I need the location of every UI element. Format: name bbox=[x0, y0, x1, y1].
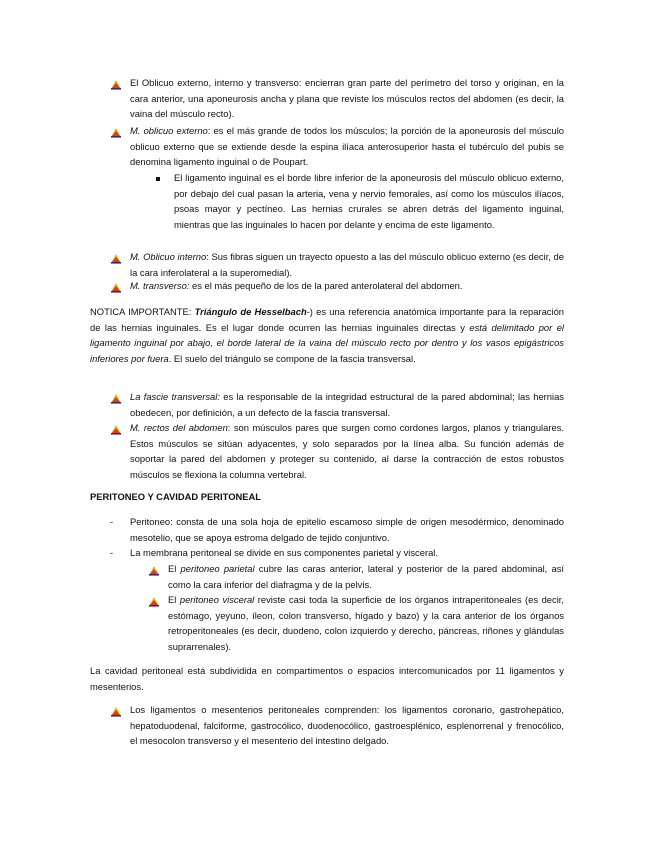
term: M. rectos del abdomen bbox=[130, 422, 228, 433]
paragraph-text: : son músculos pares que surgen como cordones largos, planos y triangulares. Estos músculos se sitúan adyacentes, y solo separados por la línea alba. Su función además de soportar la pared del abdomen y proteger su contenido, al darse la contracción de estos robustos músculos se flexiona la columna vertebral. bbox=[130, 422, 564, 480]
lead: El bbox=[168, 594, 180, 605]
paragraph-text: Los ligamentos o mesenterios peritoneales comprenden: los ligamentos coronario, gastrohepático, hepatoduodenal, falciforme, gastrocólico, duodenocólico, gastroesplénico, esplenorrenal y frenocólico, el mesocolon transverso y el mesenterio del intestino delgado. bbox=[130, 704, 564, 747]
paragraph-text: El ligamento inguinal es el borde libre inferior de la aponeurosis del músculo oblicuo externo, por debajo del cual pasan la arteria, vena y nervio femorales, así como los músculos ilíacos, psoas mayor y pectíneo. Las hernias crurales se abren detrás del ligamento inguinal, mientras que las inguinales lo hacen por delante y encima de este ligamento. bbox=[174, 172, 564, 230]
notice-lead: NOTICA IMPORTANTE: bbox=[90, 306, 195, 317]
notice-end: . El suelo del triángulo se compone de la fascia transversal. bbox=[168, 352, 416, 364]
bullet-paragraph-oblicuo-interno bbox=[130, 249, 564, 280]
paragraph-cavidad bbox=[90, 663, 564, 694]
lead: El bbox=[168, 563, 181, 574]
sub-bullet-ligamento-inguinal bbox=[174, 170, 564, 232]
notice-mid: -) es una referencia anatómica importante para la reparación de las hernias inguinales. Es el lugar donde ocurren las hernias inguinales directas y bbox=[90, 306, 565, 333]
paragraph-text: : Sus fibras siguen un trayecto opuesto a las del músculo oblicuo externo (es decir, de la cara inferolateral a la superomedial). bbox=[130, 251, 564, 278]
dash-bullet-icon: - bbox=[110, 547, 114, 558]
sub-paragraph-visceral bbox=[168, 592, 564, 654]
dash-paragraph-membrana bbox=[130, 545, 564, 561]
book-bullet-icon bbox=[110, 252, 122, 264]
paragraph-text: reviste casi toda la superficie de los órganos intraperitoneales (es decir, estómago, yeyuno, íleon, colon transverso, hígado y bazo) y la cara anterior de los órganos retroperitoneales (es decir, duodeno, colon izquierdo y derecho, páncreas, riñones y glándulas suprarrenales). bbox=[168, 594, 564, 652]
dash-bullet-icon: - bbox=[110, 516, 114, 527]
paragraph-text: es el más pequeño de los de la pared anterolateral del abdomen. bbox=[189, 280, 463, 291]
book-bullet-icon bbox=[110, 392, 122, 404]
book-bullet-icon bbox=[148, 595, 160, 607]
notice-paragraph bbox=[90, 304, 564, 366]
paragraph-text: cubre las caras anterior, lateral y posterior de la pared abdominal, así como la cara inferior del diafragma y de la pelvis. bbox=[168, 563, 564, 590]
bullet-paragraph-fascie bbox=[130, 389, 564, 420]
square-bullet-icon bbox=[156, 177, 160, 181]
term: M. Oblicuo interno bbox=[130, 251, 207, 262]
section-heading: PERITONEO Y CAVIDAD PERITONEAL bbox=[90, 491, 262, 502]
bullet-paragraph-rectos bbox=[130, 420, 564, 482]
bullet-paragraph-oblicuos bbox=[130, 75, 564, 122]
term: M. transverso: bbox=[130, 280, 190, 291]
term: peritoneo visceral bbox=[179, 594, 255, 605]
notice-italic: está delimitado por el ligamento inguinal por abajo, el borde lateral de la vaina del músculo recto por dentro y los vasos epigástricos inferiores por fuera bbox=[90, 321, 564, 364]
bullet-paragraph-oblicuo-externo bbox=[130, 123, 564, 170]
paragraph-text: La cavidad peritoneal está subdividida en compartimentos o espacios intercomunicados por 11 ligamentos y mesenterios. bbox=[90, 665, 564, 692]
book-bullet-icon bbox=[110, 281, 122, 293]
sub-paragraph-parietal bbox=[168, 561, 564, 592]
term: La fascie transversal: bbox=[130, 391, 220, 402]
notice-term: Triángulo de Hesselbach bbox=[194, 306, 307, 317]
book-bullet-icon bbox=[110, 78, 122, 90]
term: M. oblicuo externo bbox=[130, 125, 208, 136]
paragraph-text: La membrana peritoneal se divide en sus componentes parietal y visceral. bbox=[130, 547, 438, 558]
paragraph-text: Peritoneo: consta de una sola hoja de epitelio escamoso simple de origen mesodérmico, denominado mesotelio, que se apoya estroma delgado de tejido conjuntivo. bbox=[130, 516, 564, 543]
paragraph-text: El Oblicuo externo, interno y transverso: encierran gran parte del perímetro del torso y originan, en la cara anterior, una aponeurosis ancha y plana que reviste los músculos rectos del abdomen (es decir, la vaina del músculo recto). bbox=[130, 77, 564, 120]
paragraph-text: : es el más grande de todos los músculos; la porción de la aponeurosis del músculo oblicuo externo que se extiende desde la espina ilíaca anterosuperior hasta el tubérculo del pubis se denomina ligamento inguinal o de Poupart. bbox=[130, 125, 564, 168]
paragraph-text: es la responsable de la integridad estructural de la pared abdominal; las hernias obedecen, por definición, a un defecto de la fascia transversal. bbox=[130, 391, 564, 418]
bullet-paragraph-ligamentos bbox=[130, 702, 564, 749]
book-bullet-icon bbox=[110, 126, 122, 138]
book-bullet-icon bbox=[110, 705, 122, 717]
book-bullet-icon bbox=[148, 564, 160, 576]
term: peritoneo parietal bbox=[180, 563, 255, 574]
bullet-paragraph-transverso bbox=[130, 278, 564, 294]
dash-paragraph-peritoneo bbox=[130, 514, 564, 545]
book-bullet-icon bbox=[110, 423, 122, 435]
